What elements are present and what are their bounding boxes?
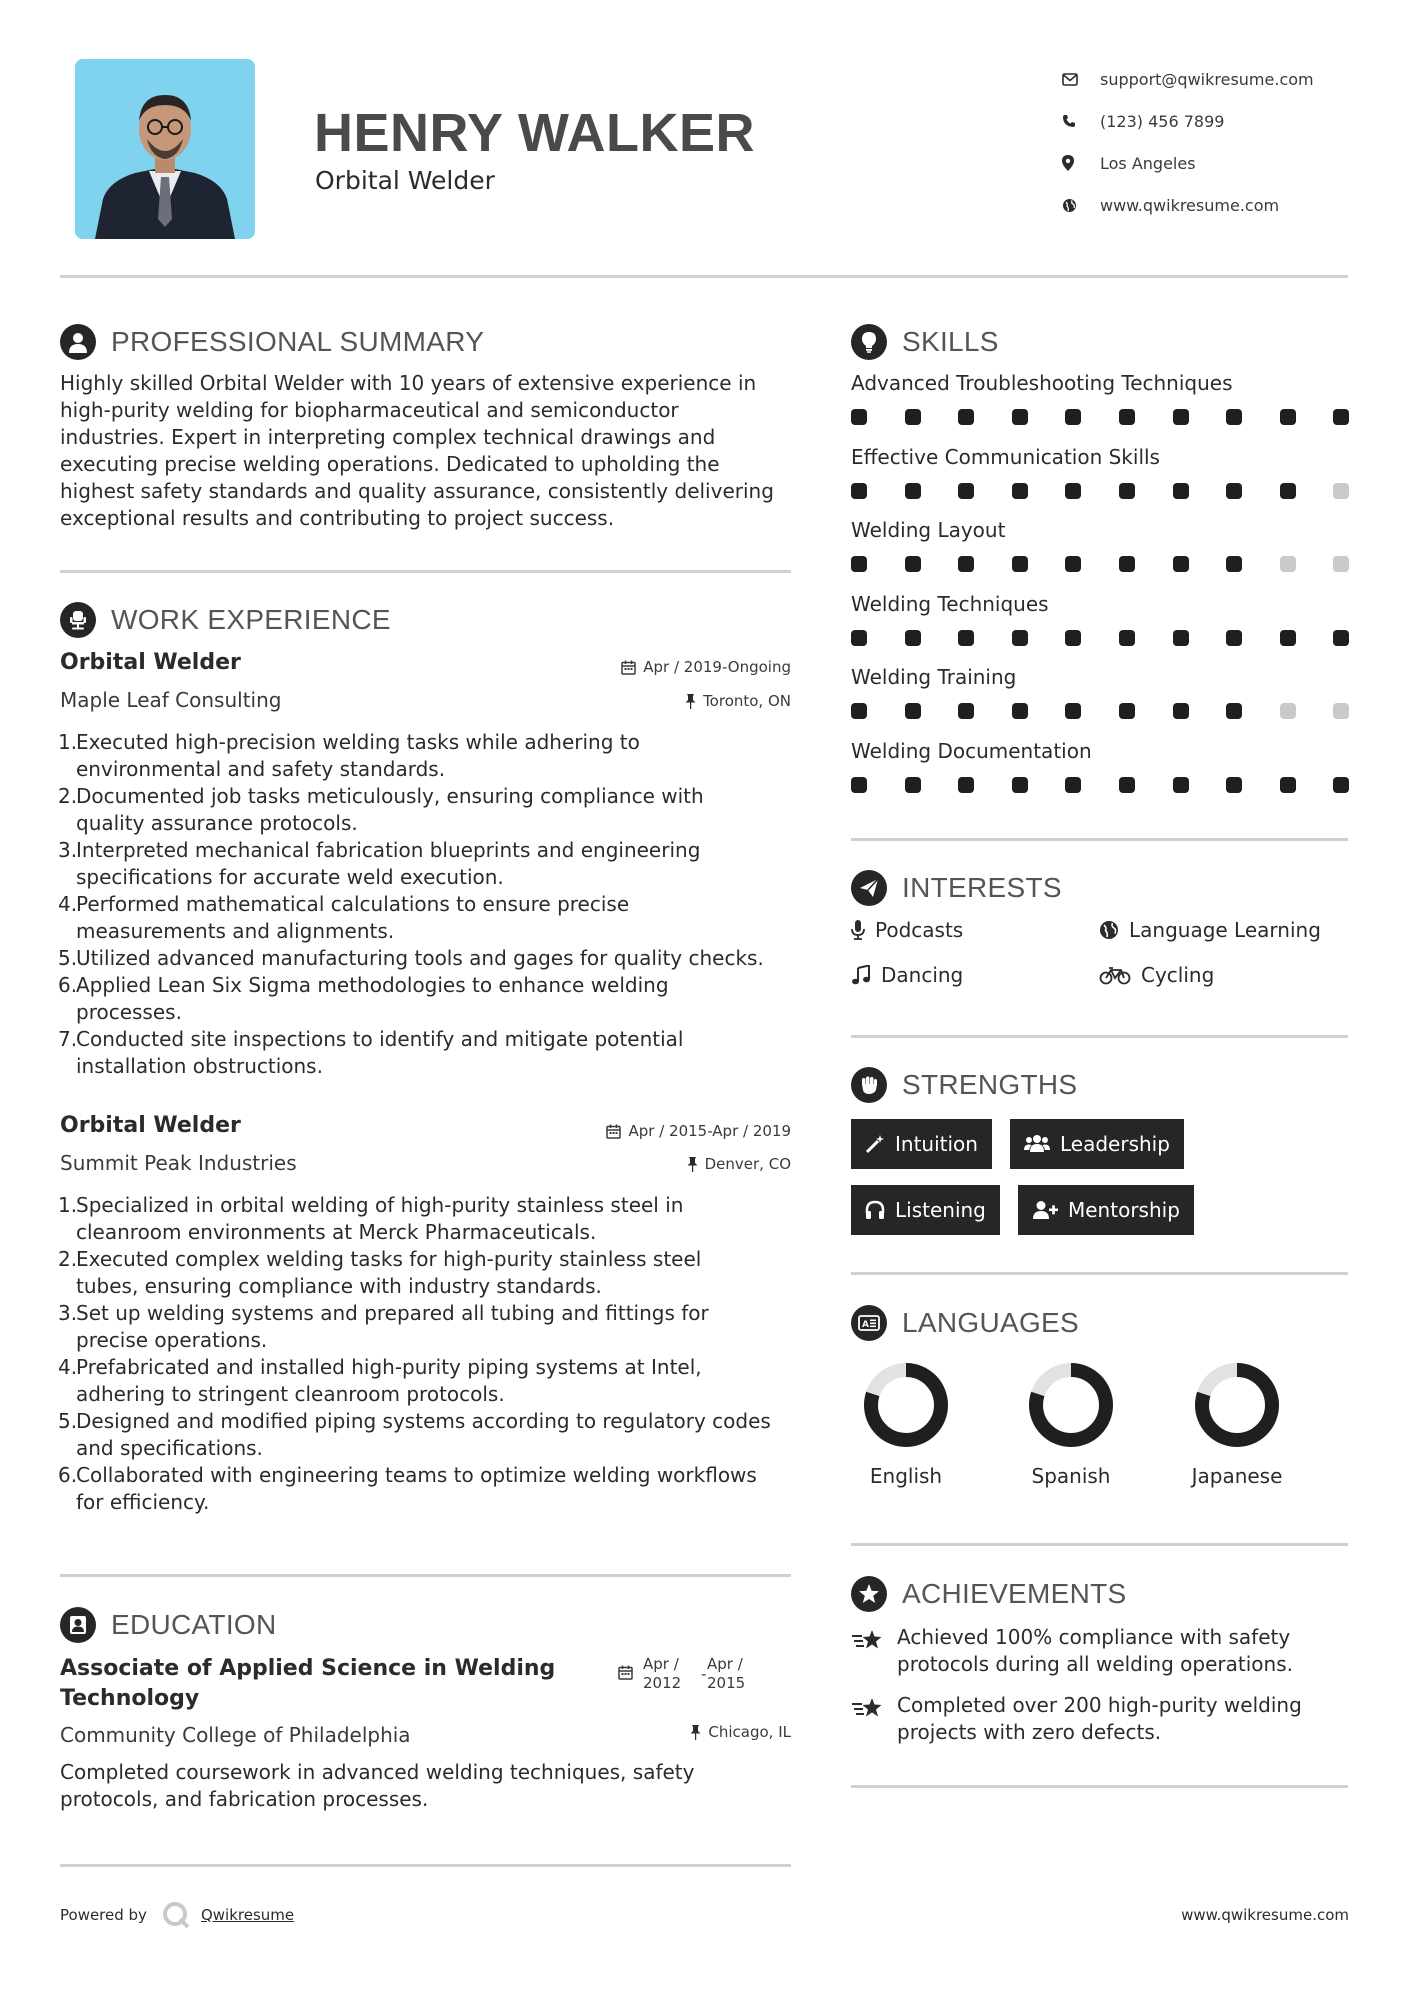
list-item: 3. Interpreted mechanical fabrication blueprints and engineering specifications for accurate weld execution. [58,838,701,889]
candidate-name: HENRY WALKER [314,103,756,163]
skills-heading: SKILLS [851,324,999,360]
education-divider [60,1864,791,1867]
education-degree: Associate of Applied Science in Welding Technology [60,1656,556,1711]
summary-divider [60,570,791,573]
pushpin-icon [687,1157,698,1172]
strengths-heading: STRENGTHS [851,1067,1077,1103]
footer-powered-by: Powered by Qwikresume [60,1900,294,1930]
skill-name: Welding Training [851,665,1017,689]
skill-dot-empty [1280,703,1296,719]
skill-dot-filled [905,777,921,793]
phone-icon [1062,114,1100,128]
pushpin-icon [690,1725,701,1740]
skill-dot-filled [958,483,974,499]
list-item: 3. Set up welding systems and prepared all tubing and fittings for precise operations. [58,1301,709,1352]
skill-dot-filled [1065,556,1081,572]
skill-dot-filled [1173,483,1189,499]
work-heading: WORK EXPERIENCE [60,602,391,638]
list-item: 6. Collaborated with engineering teams to optimize welding workflows for efficiency. [58,1463,757,1514]
svg-text:A: A [862,1320,869,1330]
skill-dot-filled [905,556,921,572]
list-item: 6. Applied Lean Six Sigma methodologies to enhance welding processes. [58,973,669,1024]
strength-intuition: Intuition [851,1119,992,1169]
job-1-location: Toronto, ON [685,692,791,710]
job-1-company: Maple Leaf Consulting [60,688,282,712]
language-item [1177,1360,1297,1488]
interest-podcasts: Podcasts [851,918,963,942]
skill-dot-filled [1119,483,1135,499]
strength-leadership: Leadership [1010,1119,1184,1169]
skill-name: Welding Layout [851,518,1006,542]
list-item: 1. Executed high-precision welding tasks while adhering to environmental and safety standards. [58,730,640,781]
headphones-icon [865,1200,885,1220]
skill-dot-filled [958,556,974,572]
list-item: 7. Conducted site inspections to identify and mitigate potential installation obstructions. [58,1027,684,1078]
skills-divider [851,838,1348,841]
microphone-icon [851,920,865,940]
strengths-divider [851,1272,1348,1275]
skill-name: Effective Communication Skills [851,444,1160,469]
language-name: Japanese [1191,1464,1283,1488]
education-description: Completed coursework in advanced welding techniques, safety protocols, and fabrication processes. [60,1760,695,1811]
skill-dot-filled [1065,703,1081,719]
list-item: 2. Documented job tasks meticulously, ensuring compliance with quality assurance protocols. [58,784,704,835]
interests-heading: INTERESTS [851,870,1062,906]
skill-dot-filled [1333,777,1349,793]
pushpin-icon [685,694,696,709]
contact-location: Los Angeles [1062,142,1392,184]
strength-mentorship: Mentorship [1018,1185,1194,1235]
calendar-icon [621,660,636,675]
skill-dot-filled [1173,777,1189,793]
calendar-icon [606,1124,621,1139]
language-name: Spanish [1031,1464,1111,1488]
language-ring [1192,1360,1282,1450]
skill-dot-filled [1226,556,1242,572]
contact-website[interactable]: www.qwikresume.com [1062,184,1392,226]
qwikresume-link[interactable]: Qwikresume [200,1906,295,1924]
interest-language-learning: Language Learning [1099,918,1321,942]
skill-dot-filled [1119,630,1135,646]
achievement-2: Completed over 200 high-purity welding projects with zero defects. [851,1692,1302,1746]
summary-heading: PROFESSIONAL SUMMARY [60,324,484,360]
skill-dot-filled [958,630,974,646]
user-plus-icon [1032,1200,1058,1220]
office-chair-icon [60,602,96,638]
star-badge-icon [851,1576,887,1612]
list-item: 2. Executed complex welding tasks for high-purity stainless steel tubes, ensuring compliance with industry standards. [58,1247,702,1298]
user-icon [60,324,96,360]
globe-icon [1099,920,1119,940]
education-location: Chicago, IL [690,1723,791,1741]
list-item: 4. Performed mathematical calculations to ensure precise measurements and alignments. [58,892,630,943]
job-1-duties [58,729,798,1080]
skill-dot-empty [1333,703,1349,719]
education-heading: EDUCATION [60,1607,277,1643]
skill-dot-filled [1065,630,1081,646]
achievements-heading: ACHIEVEMENTS [851,1576,1127,1612]
job-2-location: Denver, CO [687,1155,791,1173]
skill-dot-filled [1012,703,1028,719]
skill-dot-filled [1119,409,1135,425]
job-2-dates: Apr / 2015-Apr / 2019 [606,1122,791,1140]
map-pin-icon [1062,155,1100,171]
skill-dot-filled [1173,630,1189,646]
skill-name: Welding Techniques [851,591,1049,616]
skill-dot-filled [1226,703,1242,719]
contact-phone[interactable]: (123) 456 7899 [1062,100,1392,142]
skill-dot-filled [1065,777,1081,793]
skill-dot-filled [1226,630,1242,646]
language-item [1011,1360,1131,1488]
language-ring [1026,1360,1116,1450]
summary-text: Highly skilled Orbital Welder with 10 years of extensive experience in high-purity welding for biopharmaceutical and semiconductor industries. Expert in interpreting complex technical drawings and executing precise welding operations. Dedicated to upholding the highest safety standards and quality assurance, consistently delivering exceptional results and contributing to project success. [60,371,774,530]
skill-dot-filled [1173,703,1189,719]
job-1-dates: Apr / 2019-Ongoing [621,658,791,676]
skill-dot-filled [1119,703,1135,719]
interests-divider [851,1035,1348,1038]
work-divider [60,1574,791,1577]
skill-name: Advanced Troubleshooting Techniques [851,371,1233,395]
globe-icon [1062,198,1100,213]
shooting-star-icon [851,1692,897,1746]
skill-rating [851,777,1351,793]
bicycle-icon [1099,965,1131,985]
skill-dot-filled [1173,556,1189,572]
skill-dot-filled [905,703,921,719]
skill-dot-filled [958,777,974,793]
music-note-icon [851,965,871,985]
magic-wand-icon [865,1134,885,1154]
skill-dot-filled [905,483,921,499]
skill-dot-filled [1280,777,1296,793]
skill-name: Welding Documentation [851,738,1092,763]
skill-dot-filled [851,630,867,646]
skill-dot-filled [851,556,867,572]
interest-dancing: Dancing [851,963,963,987]
skill-dot-filled [1065,409,1081,425]
job-2-company: Summit Peak Industries [60,1151,297,1175]
skill-rating [851,483,1351,499]
list-item: 5. Designed and modified piping systems according to regulatory codes and specifications. [58,1409,771,1460]
qwikresume-logo-icon [161,1900,191,1930]
education-dates: Apr / 2012 - Apr / 2015 [618,1655,745,1693]
header-divider [60,275,1348,278]
fist-icon [851,1067,887,1103]
lightbulb-icon [851,324,887,360]
skill-rating [851,409,1351,425]
skill-dot-filled [1012,483,1028,499]
skill-dot-filled [1012,777,1028,793]
skill-dot-empty [1333,556,1349,572]
skill-dot-filled [905,409,921,425]
paper-plane-icon [851,870,887,906]
list-item: 1. Specialized in orbital welding of high-purity stainless steel in cleanroom environments at Merck Pharmaceuticals. [58,1193,684,1244]
skill-rating [851,556,1351,572]
calendar-icon [618,1665,633,1680]
skill-dot-filled [1119,777,1135,793]
strength-listening: Listening [851,1185,1000,1235]
contact-info [1062,58,1392,226]
skill-dot-filled [1226,409,1242,425]
footer-website[interactable]: www.qwikresume.com [1181,1906,1349,1924]
skill-rating [851,630,1351,646]
skill-dot-filled [1012,556,1028,572]
skill-dot-filled [851,409,867,425]
candidate-title: Orbital Welder [315,166,495,195]
job-2-duties [58,1192,798,1516]
language-ring [861,1360,951,1450]
skill-dot-filled [1333,630,1349,646]
skill-dot-filled [1012,409,1028,425]
job-1-role: Orbital Welder [60,650,241,675]
skill-dot-filled [958,409,974,425]
skill-dot-filled [1280,630,1296,646]
skill-dot-filled [1226,777,1242,793]
skill-dot-filled [1280,409,1296,425]
skill-dot-filled [851,703,867,719]
skill-dot-filled [958,703,974,719]
language-card-icon [851,1305,887,1341]
list-item: 4. Prefabricated and installed high-purity piping systems at Intel, adhering to stringent cleanroom protocols. [58,1355,702,1406]
skill-dot-filled [1280,483,1296,499]
skill-dot-empty [1333,483,1349,499]
envelope-icon [1062,73,1100,86]
languages-heading: A LANGUAGES [851,1305,1079,1341]
shooting-star-icon [851,1624,897,1678]
language-item [846,1360,966,1488]
users-icon [1024,1134,1050,1154]
languages-divider [851,1543,1348,1546]
skill-dot-filled [1065,483,1081,499]
skill-dot-filled [851,777,867,793]
job-2-role: Orbital Welder [60,1113,241,1138]
skill-dot-filled [905,630,921,646]
achievements-divider [851,1785,1348,1788]
interest-cycling: Cycling [1099,963,1214,987]
skill-dot-filled [851,483,867,499]
education-school: Community College of Philadelphia [60,1723,411,1747]
skill-dot-filled [1173,409,1189,425]
skill-dot-filled [1119,556,1135,572]
list-item: 5. Utilized advanced manufacturing tools and gages for quality checks. [58,946,764,970]
skill-dot-empty [1280,556,1296,572]
achievement-1: Achieved 100% compliance with safety protocols during all welding operations. [851,1624,1293,1678]
profile-photo [75,59,255,239]
skill-dot-filled [1226,483,1242,499]
contact-email[interactable]: support@qwikresume.com [1062,58,1392,100]
graduate-icon [60,1607,96,1643]
skill-dot-filled [1012,630,1028,646]
skill-dot-filled [1333,409,1349,425]
language-name: English [869,1464,943,1488]
skill-rating [851,703,1351,719]
